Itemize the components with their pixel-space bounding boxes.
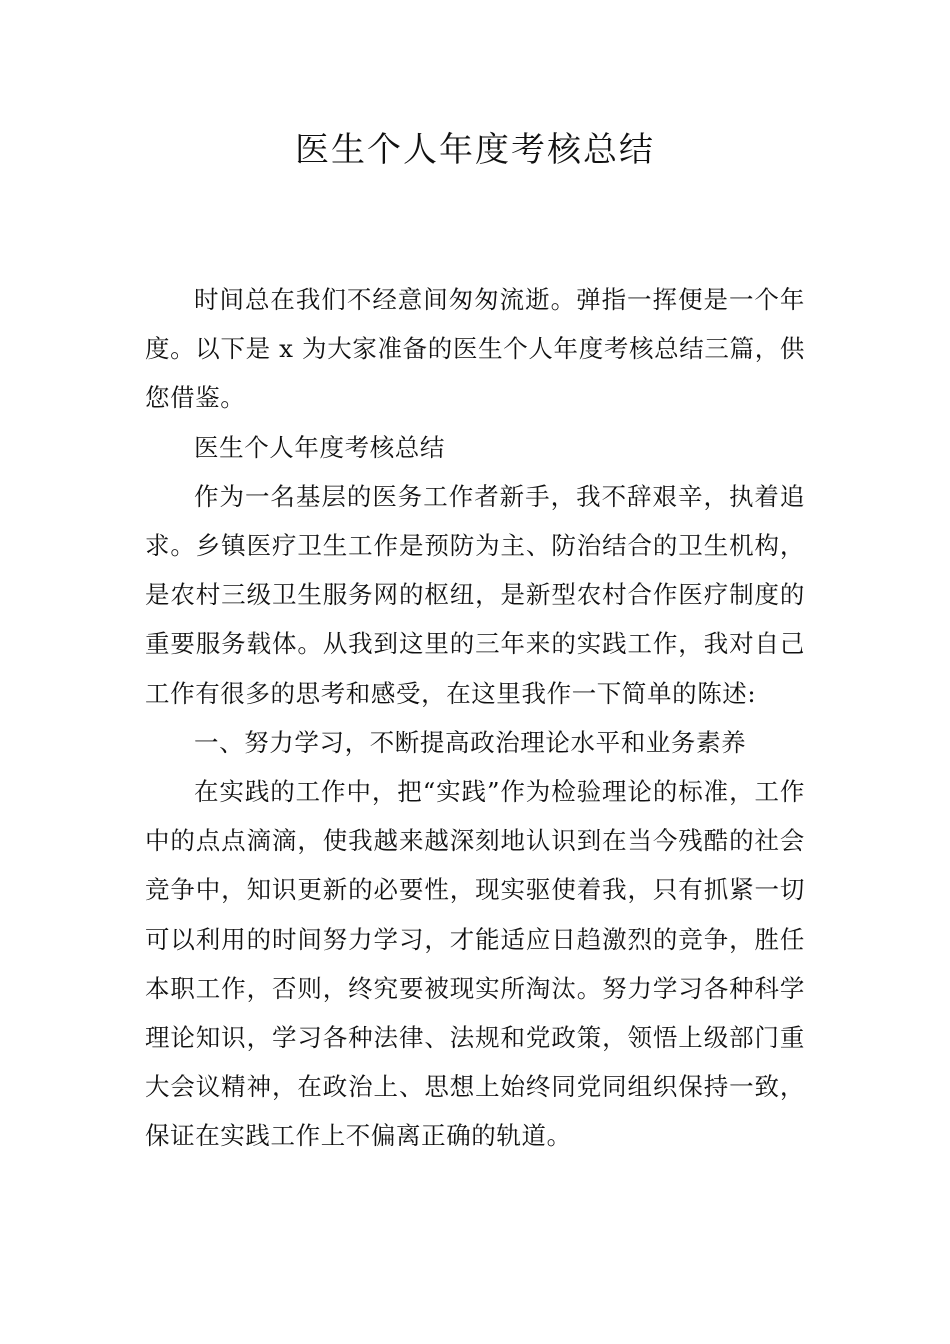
body-paragraph: 作为一名基层的医务工作者新手，我不辞艰辛，执着追求。乡镇医疗卫生工作是预防为主、防治结合的卫生机构，是农村三级卫生服务网的枢纽，是新型农村合作医疗制度的重要服务载体。从我到这里的三年来的实践工作，我对自己工作有很多的思考和感受，在这里我作一下简单的陈述:	[145, 481, 805, 708]
section-heading: 医生个人年度考核总结	[194, 432, 445, 462]
document-title: 医生个人年度考核总结	[295, 130, 655, 170]
subsection-heading: 一、努力学习，不断提高政治理论水平和业务素养	[194, 727, 747, 757]
document-body	[145, 275, 805, 1161]
intro-paragraph: 时间总在我们不经意间匆匆流逝。弹指一挥便是一个年度。以下是 x 为大家准备的医生个人年度考核总结三篇，供您借鉴。	[145, 285, 805, 413]
body-paragraph: 在实践的工作中，把“实践”作为检验理论的标准，工作中的点点滴滴，使我越来越深刻地认识到在当今残酷的社会竞争中，知识更新的必要性，现实驱使着我，只有抓紧一切可以利用的时间努力学习，才能适应日趋激烈的竞争，胜任本职工作，否则，终究要被现实所淘汰。努力学习各种科学理论知识，学习各种法律、法规和党政策，领悟上级部门重大会议精神，在政治上、思想上始终同党同组织保持一致，保证在实践工作上不偏离正确的轨道。	[145, 777, 805, 1151]
